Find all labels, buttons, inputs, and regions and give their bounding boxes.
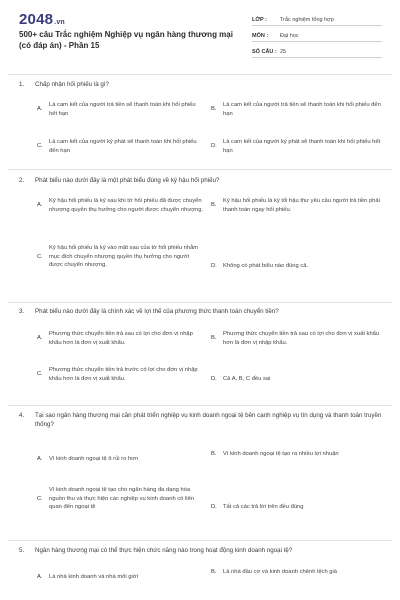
question-number: 1. [19, 81, 25, 88]
meta-table [252, 10, 382, 58]
question-text: Chấp nhận hối phiếu là gì? [35, 81, 109, 88]
option-letter: D. [211, 263, 217, 269]
option-text: Là cam kết của người ký phát sẽ thanh toán khi hối phiếu đến hạn [49, 139, 197, 154]
option-1c[interactable] [37, 138, 202, 155]
question-2 [19, 176, 386, 185]
divider [8, 405, 392, 406]
option-2c[interactable] [37, 244, 202, 270]
option-text: Là cam kết của người trả tiền sẽ thanh toán khi hối phiếu hết hạn [49, 102, 196, 117]
option-2b[interactable] [211, 197, 381, 214]
option-4d[interactable] [211, 503, 381, 512]
question-text: Ngân hàng thương mại có thể thực hiện chức năng nào trong hoạt động kinh doanh ngoại tệ? [35, 547, 293, 554]
question-text: Tại sao ngân hàng thương mại cần phát triển nghiệp vụ kinh doanh ngoại tệ bên cạnh nghiệp vụ tín dụng và thanh toán truyền thống? [35, 412, 382, 428]
option-text: Là nhà kinh doanh và nhà môi giới [49, 574, 138, 580]
option-3a[interactable] [37, 330, 207, 347]
option-letter: A. [37, 574, 43, 580]
question-number: 2. [19, 177, 25, 184]
option-1b[interactable] [211, 101, 381, 118]
option-letter: A. [37, 335, 43, 342]
option-text: Ký hậu hối phiếu là ký vào mặt sau của tờ hối phiếu nhằm mục đích chuyển nhượng quyền thụ hưởng cho người được chuyển nhượng. [49, 245, 199, 269]
option-letter: C. [37, 371, 43, 378]
divider [8, 169, 392, 170]
meta-value: Trắc nghiệm tổng hợp [280, 17, 334, 23]
question-3 [19, 307, 386, 316]
question-4 [19, 411, 386, 429]
question-1 [19, 80, 386, 89]
option-2a[interactable] [37, 197, 207, 214]
option-letter: C. [37, 495, 43, 502]
option-letter: B. [211, 569, 217, 575]
option-3c[interactable] [37, 366, 202, 383]
option-text: Ký hậu hối phiếu là ký tối hậu thư yêu cầu người trả tiền phải thanh toán ngay hối phiếu. [223, 198, 380, 213]
meta-label: MÔN : [252, 33, 269, 39]
option-5b[interactable] [211, 568, 376, 577]
option-text: Ký hậu hối phiếu là ký sau khi tờ hối phiếu đã được chuyển nhượng quyền thụ hưởng cho người được chuyển nhượng. [49, 198, 204, 213]
divider [8, 302, 392, 303]
option-text: Là nhà đầu cơ và kinh doanh chênh lệch giá [223, 569, 338, 575]
option-letter: A. [37, 106, 43, 113]
question-number: 5. [19, 547, 25, 554]
question-number: 3. [19, 308, 25, 315]
site-logo[interactable]: 2048.vn [19, 11, 65, 28]
divider [8, 540, 392, 541]
question-5 [19, 546, 386, 555]
option-text: Tất cả các trả lời trên đều đúng [223, 504, 304, 510]
option-text: Vì kinh doanh ngoại tệ tạo ra nhiều lợi nhuận [223, 451, 339, 457]
question-text: Phát biểu nào dưới đây là chính xác về lợi thế của phương thức thanh toán chuyển tiền? [35, 308, 279, 315]
option-4b[interactable] [211, 450, 376, 459]
option-3b[interactable] [211, 330, 383, 347]
option-text: Vì kinh doanh ngoại tệ tạo cho ngân hàng đa dạng hóa nguồn thu và thực hiện các nghiệp vụ kinh doanh có liên quan đến ngoại tệ [49, 487, 195, 511]
option-text: Là cam kết của người trả tiền sẽ thanh toán khi hối phiếu đến hạn [223, 102, 381, 117]
meta-row-class [252, 10, 382, 26]
option-text: Cả A, B, C đều sai [223, 376, 271, 382]
option-5a[interactable] [37, 573, 202, 582]
option-letter: D. [211, 376, 217, 382]
document-title: 500+ câu Trắc nghiệm Nghiệp vụ ngân hàng thương mại (có đáp án) - Phần 15 [19, 30, 233, 50]
option-letter: D. [211, 504, 217, 510]
meta-value: Đại học [280, 33, 299, 39]
option-text: Phương thức chuyển tiền trả sau có lợi cho đơn vị nhập khẩu hơn là đơn vị xuất khẩu. [49, 331, 193, 346]
option-text: Không có phát biểu nào đúng cả. [223, 263, 309, 269]
option-letter: A. [37, 202, 43, 209]
option-letter: B. [211, 335, 217, 342]
option-4a[interactable] [37, 455, 202, 464]
option-4c[interactable] [37, 486, 202, 512]
question-number: 4. [19, 412, 25, 419]
option-letter: B. [211, 202, 217, 209]
question-text: Phát biểu nào dưới đây là một phát biểu đúng về ký hậu hối phiếu? [35, 177, 220, 184]
meta-row-count [252, 42, 382, 58]
option-1d[interactable] [211, 138, 381, 155]
meta-row-subject [252, 26, 382, 42]
option-1a[interactable] [37, 101, 202, 118]
document-header [0, 0, 400, 62]
option-letter: A. [37, 456, 43, 462]
option-letter: C. [37, 143, 43, 150]
meta-label: LỚP : [252, 17, 267, 23]
meta-label: SỐ CÂU : [252, 49, 277, 55]
option-letter: D. [211, 143, 217, 150]
divider [8, 74, 392, 75]
option-text: Phương thức chuyển tiền trả sau có lợi cho đơn vị xuất khẩu hơn là đơn vị nhập khẩu. [223, 331, 380, 346]
meta-value: 25 [280, 49, 287, 55]
option-letter: B. [211, 451, 217, 457]
option-3d[interactable] [211, 375, 381, 384]
option-letter: C. [37, 253, 43, 260]
option-text: Phương thức chuyển tiền trả trước có lợi cho đơn vị nhập khẩu hơn là đơn vị xuất khẩu. [49, 367, 198, 382]
option-text: Vì kinh doanh ngoại tệ ít rủi ro hơn [49, 456, 139, 462]
option-2d[interactable] [211, 262, 381, 271]
option-text: Là cam kết của người ký phát sẽ thanh toán khi hối phiếu hết hạn [223, 139, 381, 154]
option-letter: B. [211, 106, 217, 113]
